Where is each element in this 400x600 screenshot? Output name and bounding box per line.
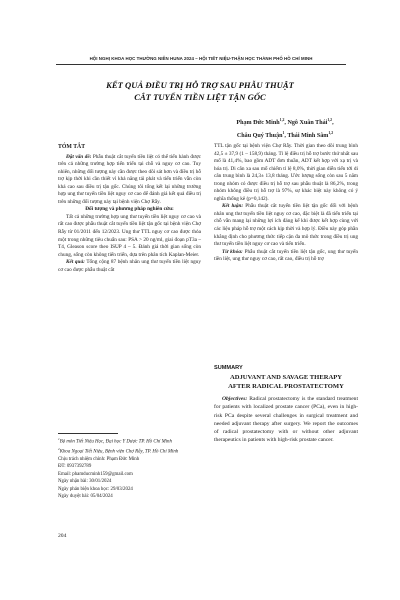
english-title-line-1: ADJUVANT AND SAVAGE THERAPY: [229, 374, 343, 381]
abstract-heading: TÓM TẮT: [58, 144, 86, 150]
affiliation-marker: 1: [282, 130, 285, 135]
author-list: [210, 116, 360, 141]
phone: ĐT: 0937392789: [58, 464, 92, 470]
author-name: , Ngô Xuân Thái: [284, 120, 328, 127]
objectives-label: Objectives:: [222, 396, 248, 403]
abstract-results-start: [58, 259, 201, 274]
affiliation-2: [58, 446, 201, 456]
affiliation-marker: 1: [58, 437, 60, 441]
left-column: [58, 144, 201, 274]
keywords-text: Phẫu thuật cắt tuyến tiền liệt tận gốc, ung thư tuyến tiền liệt, ung thư nguy cơ cao, rất cao, điều trị hỗ trợ: [214, 248, 358, 263]
footnote-rule: [58, 433, 118, 434]
affiliation-marker: 1,2: [279, 118, 285, 122]
article-title-line-1: KẾT QUẢ ĐIỀU TRỊ HỖ TRỢ SAU PHẪU THUẬT: [106, 80, 294, 90]
conclusion-label: Kết luận:: [222, 203, 244, 210]
keywords-label: Từ khóa:: [222, 248, 243, 255]
conclusion-text: Phẫu thuật cắt tuyến tiền liệt tận gốc đối với bệnh nhân ung thư tuyến tiền liệt nguy cơ cao, đặc biệt là đã tiến triển tại chỗ vẫn mang lại những lợi ích đáng kể khi được kết hợp cùng với các liệu pháp hỗ trợ một cách kịp thời và hợp lý. Điều này góp phần khẳng định cho phương thức tiếp cận đa mô thức trong điều trị ung thư tuyến tiền liệt nguy cơ cao và tiến triển.: [214, 203, 358, 248]
email-link[interactable]: Email: phamducminh159@gmail.com: [58, 471, 133, 477]
affiliation-marker: 1,2: [328, 130, 334, 135]
affiliation-text: Bộ môn Tiết Niệu Học, Đại học Y Dược TP. Hồ Chí Minh: [59, 439, 172, 445]
background-text: Phẫu thuật cắt tuyến tiền liệt có thể tiến hành được trên cả những trường hợp tiến triển tại chỗ và nguy cơ cao. Tuy nhiên, những đối tượng này cần được theo dõi sát hơn và điều trị hỗ trợ kịp thời khi cần thiết vì khả năng tái phát và tiến triển vẫn còn khá cao sau điều trị tận gốc. Chúng tôi tổng kết lại những trường hợp ung thư tuyến tiền liệt nguy cơ cao để đánh giá kết quả điều trị trên những đối tượng này tại bệnh viện Chợ Rẫy.: [58, 153, 201, 205]
affiliation-1: [58, 436, 201, 446]
english-abstract: [214, 395, 358, 444]
affiliation-text: Khoa Ngoại Tiết Niệu, Bệnh viện Chợ Rẫy, TP. Hồ Chí Minh: [59, 449, 179, 455]
header-rule: [56, 64, 346, 65]
summary-heading: SUMMARY: [214, 365, 243, 371]
author-line-2: [210, 129, 360, 142]
abstract-keywords: [214, 249, 358, 264]
abstract-background: [58, 154, 201, 207]
author-name: , Thái Minh Sâm: [284, 132, 329, 139]
objectives-paragraph: [214, 395, 358, 444]
english-title: [214, 374, 358, 391]
results-text-left: Tổng cộng 87 bệnh nhân ung thư tuyến tiền liệt nguy cơ cao được phẫu thuật cắt: [58, 259, 201, 273]
right-column: [214, 143, 358, 264]
article-title: [60, 80, 340, 103]
page-number: 204: [58, 533, 67, 539]
reviewed-date: Ngày phản biện khoa học: 29/03/2024: [58, 486, 133, 492]
background-label: Đặt vấn đề:: [66, 153, 92, 160]
running-header: HỘI NGHỊ KHOA HỌC THƯỜNG NIÊN HUNA 2024 – HỘI TIẾT NIỆU-THẬN HỌC THÀNH PHỐ HỒ CHÍ MINH: [89, 56, 313, 61]
corresponding-author: Chịu trách nhiệm chính: Phạm Đức Minh: [58, 457, 140, 463]
methods-text: Tất cả những trường hợp ung thư tuyến tiền liệt nguy cơ cao và rất cao được phẫu thuật cắt tuyến tiền liệt tận gốc tại bệnh viện Chợ Rẫy từ 01/2011 đến 12/2023. Ung thư TTL nguy cơ cao được thỏa một trong những tiêu chuẩn sau: PSA > 20 ng/ml, giai đoạn pT3a – T4, Gleason score theo ISUP 4 – 5. Đánh giá thời gian sống còn chung, sống còn không tiến triển, dựa trên phân tích Kaplan-Meier.: [58, 213, 201, 258]
author-separator: ,: [332, 120, 334, 127]
author-name: Phạm Đức Minh: [236, 120, 280, 127]
objectives-text: Radical prostatectomy is the standard treatment for patients with localized prostate cancer (PCa), even in high-risk PCa despite several challenges in surgical treatment and needed adjuvant therapy after surgery. We report the outcomes of radical prostatectomy with or without other adjuvant therapeutics in patients with high-risk prostate cancer.: [214, 396, 358, 444]
footnotes: [58, 436, 201, 501]
results-label: Kết quả:: [66, 259, 85, 266]
abstract-conclusion: [214, 203, 358, 248]
author-line-1: [210, 116, 360, 129]
article-title-line-2: CẮT TUYẾN TIỀN LIỆT TẬN GỐC: [134, 91, 266, 102]
english-title-line-2: AFTER RADICAL PROSTATECTOMY: [228, 382, 344, 390]
summary-section: [214, 365, 358, 444]
affiliation-marker: 2: [58, 447, 60, 452]
received-date: Ngày nhận bài: 30/01/2024: [58, 479, 112, 485]
methods-label: Đối tượng và phương pháp nghiên cứu:: [85, 206, 174, 213]
accepted-date: Ngày duyệt bài: 05/04/2024: [58, 494, 113, 500]
author-name: Châu Quý Thuận: [236, 132, 283, 139]
results-text-continued: TTL tận gốc tại bệnh viện Chợ Rẫy. Thời gian theo dõi trung bình 42,5 ± 37,9 (1 – 158,9) tháng. Tỉ lệ điều trị hỗ trợ bước thứ nhất sau mổ là 41,4%, bao gồm ADT đơn thuần, ADT kết hợp với xạ trị và hóa trị. Di căn xa sau mổ chiếm tỉ lệ 8,0%, thời gian diễn tiến tới di căn trung bình là 24,3± 13,8 tháng. Ước lượng sống còn sau 5 năm trong nhóm có được điều trị hỗ trợ sau phẫu thuật là 86,2%, trong nhóm không điều trị hỗ trợ là 97%, sự khác biệt này không có ý nghĩa thống kê (p=0,142).: [214, 143, 358, 202]
affiliation-marker: 1,2: [327, 118, 333, 122]
